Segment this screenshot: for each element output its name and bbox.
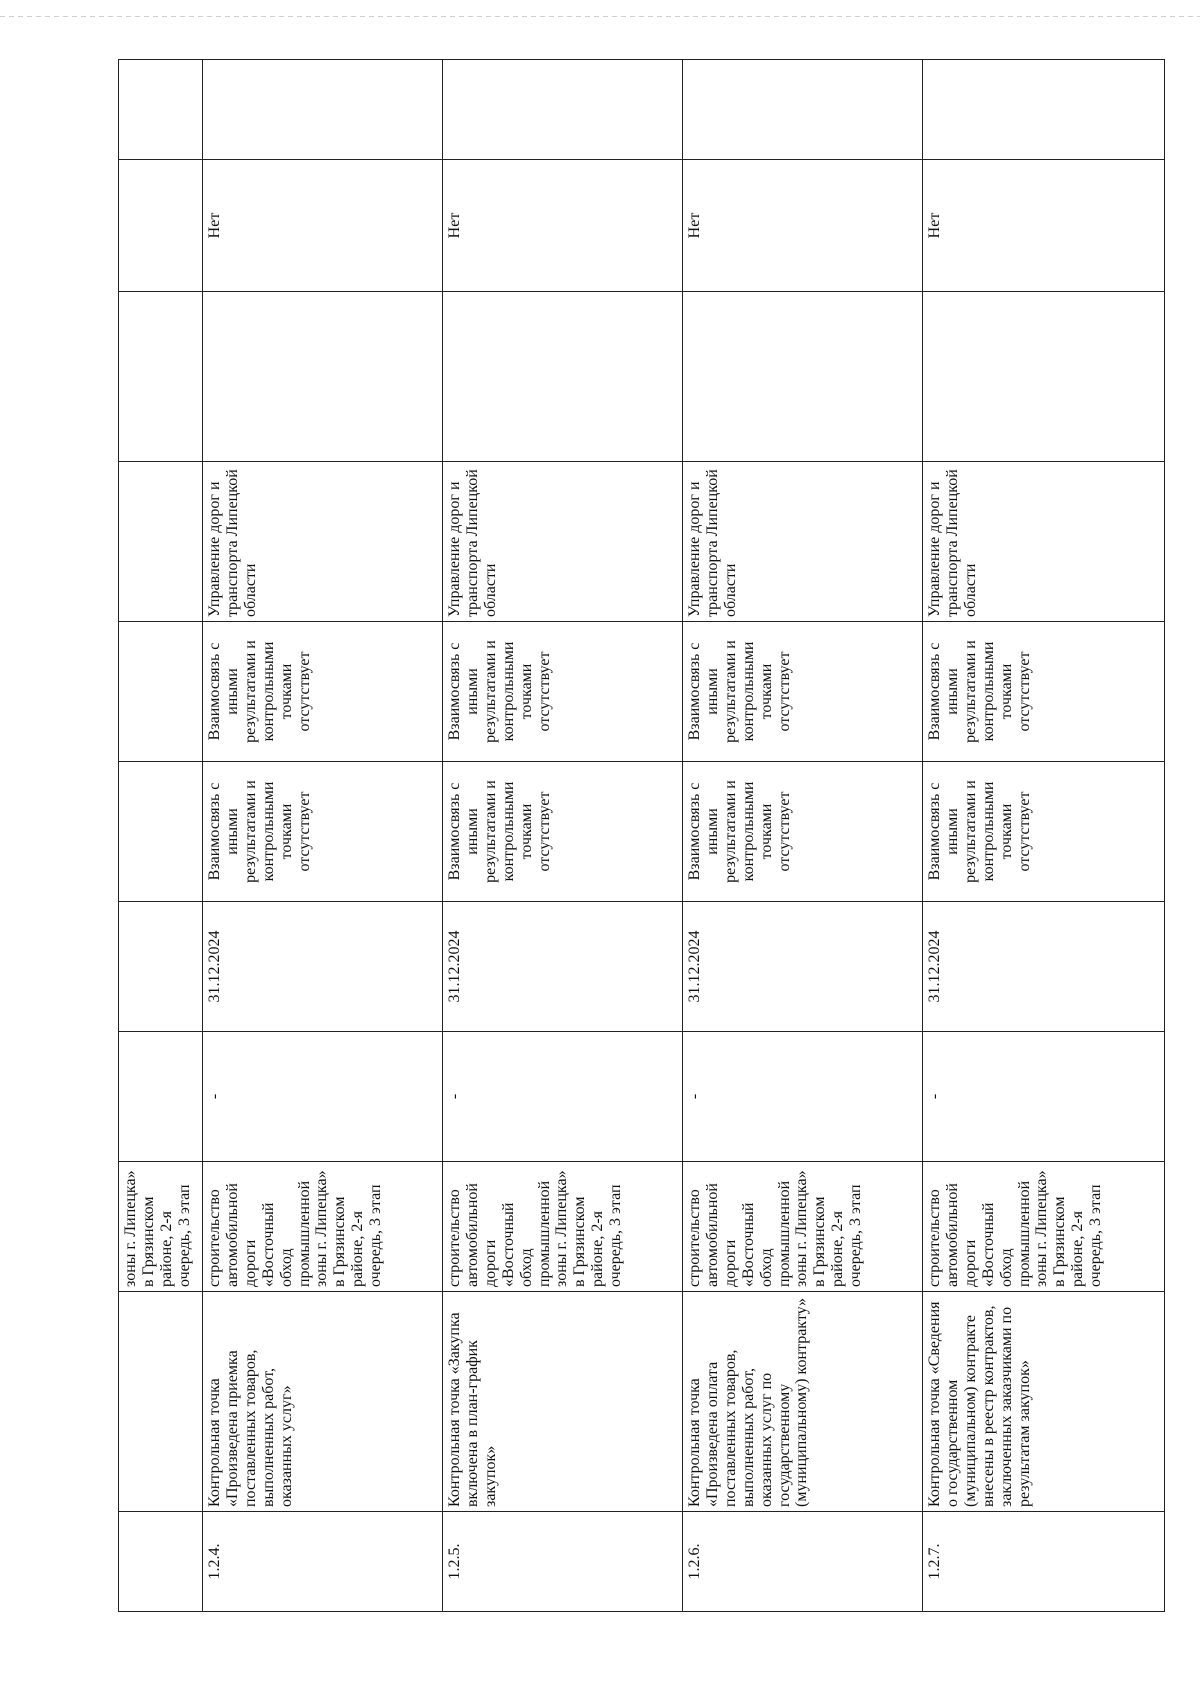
object-line: промышленной <box>775 1180 793 1287</box>
predecessor-link: Взаимосвязь с иными результатами и контрольными точками отсутствует <box>683 762 923 902</box>
control-point-description: Контрольная точка «Произведена приемка поставленных товаров, выполненных работ, оказанных услуг» <box>203 1292 443 1512</box>
object-line: в Грязинском <box>1051 1196 1069 1287</box>
row-number: 1.2.5. <box>443 1512 683 1612</box>
object-line: очередь, 3 этап <box>367 1184 385 1287</box>
start-date: - <box>683 1032 923 1162</box>
row-number: 1.2.6. <box>683 1512 923 1612</box>
scan-edge-line <box>0 16 1200 17</box>
end-date: 31.12.2024 <box>923 902 1165 1032</box>
object-line: зоны г. Липецка» <box>553 1170 571 1287</box>
predecessor-link: Взаимосвязь с иными результатами и контрольными точками отсутствует <box>443 762 683 902</box>
object-line: в Грязинском <box>139 1196 157 1287</box>
start-date: - <box>203 1032 443 1162</box>
object-line: очередь, 3 этап <box>847 1184 865 1287</box>
cell-empty <box>443 292 683 462</box>
info-system-flag: Нет <box>923 160 1165 292</box>
object-lines <box>206 1166 385 1287</box>
cell-empty <box>119 60 203 160</box>
object-line: районе, 2-я <box>349 1210 367 1287</box>
cell-empty <box>119 902 203 1032</box>
object-line: обход <box>997 1248 1015 1287</box>
object-line: «Восточный <box>739 1202 757 1287</box>
object-line: строительство <box>686 1189 703 1287</box>
object-line: очередь, 3 этап <box>175 1184 193 1287</box>
cell-empty <box>923 292 1165 462</box>
control-points-table <box>118 59 1165 1612</box>
object-line: «Восточный <box>979 1202 997 1287</box>
object-lines <box>926 1166 1105 1287</box>
object-line: дороги <box>961 1239 979 1287</box>
cell-empty <box>443 60 683 160</box>
object-cell <box>683 1162 923 1292</box>
cell-empty <box>119 1032 203 1162</box>
cell-empty <box>683 60 923 160</box>
responsible-executor: Управление дорог и транспорта Липецкой области <box>683 462 923 622</box>
object-line: в Грязинском <box>571 1196 589 1287</box>
successor-link: Взаимосвязь с иными результатами и контрольными точками отсутствует <box>683 622 923 762</box>
end-date: 31.12.2024 <box>683 902 923 1032</box>
object-line: строительство <box>446 1189 463 1287</box>
table-row <box>443 60 683 1612</box>
control-point-description: Контрольная точка «Произведена оплата поставленных товаров, выполненных работ, оказанных услуг по государственному (муниципальному) контракту» <box>683 1292 923 1512</box>
end-date: 31.12.2024 <box>203 902 443 1032</box>
continuation-row <box>119 60 203 1612</box>
object-line: автомобильной <box>943 1183 961 1287</box>
object-line: автомобильной <box>703 1183 721 1287</box>
object-line: промышленной <box>295 1180 313 1287</box>
object-line: обход <box>277 1248 295 1287</box>
predecessor-link: Взаимосвязь с иными результатами и контрольными точками отсутствует <box>923 762 1165 902</box>
object-lines <box>686 1166 865 1287</box>
control-point-description: Контрольная точка «Закупка включена в план-график закупок» <box>443 1292 683 1512</box>
object-line: районе, 2-я <box>589 1210 607 1287</box>
start-date: - <box>443 1032 683 1162</box>
info-system-flag: Нет <box>443 160 683 292</box>
object-line: очередь, 3 этап <box>607 1184 625 1287</box>
object-line: в Грязинском <box>811 1196 829 1287</box>
object-line: зоны г. Липецка» <box>122 1170 139 1287</box>
rotated-page <box>118 60 1164 1612</box>
object-line: зоны г. Липецка» <box>1033 1170 1051 1287</box>
continuation-object-lines <box>122 1166 194 1287</box>
object-line: дороги <box>481 1239 499 1287</box>
cell-empty <box>203 60 443 160</box>
cell-empty <box>119 762 203 902</box>
table-row <box>683 60 923 1612</box>
control-point-description: Контрольная точка «Сведения о государственном (муниципальном) контракте внесены в реестр контрактов, заключенных заказчиками по результатам закупок» <box>923 1292 1165 1512</box>
row-number: 1.2.4. <box>203 1512 443 1612</box>
object-line: зоны г. Липецка» <box>313 1170 331 1287</box>
continuation-object-cell <box>119 1162 203 1292</box>
object-line: обход <box>757 1248 775 1287</box>
object-line: промышленной <box>1015 1180 1033 1287</box>
cell-empty <box>119 462 203 622</box>
object-line: промышленной <box>535 1180 553 1287</box>
object-line: строительство <box>206 1189 223 1287</box>
cell-empty <box>203 292 443 462</box>
object-cell <box>923 1162 1165 1292</box>
start-date: - <box>923 1032 1165 1162</box>
object-line: автомобильной <box>463 1183 481 1287</box>
cell-empty <box>923 60 1165 160</box>
object-line: дороги <box>241 1239 259 1287</box>
successor-link: Взаимосвязь с иными результатами и контрольными точками отсутствует <box>203 622 443 762</box>
object-line: дороги <box>721 1239 739 1287</box>
object-line: «Восточный <box>259 1202 277 1287</box>
object-cell <box>443 1162 683 1292</box>
row-number: 1.2.7. <box>923 1512 1165 1612</box>
responsible-executor: Управление дорог и транспорта Липецкой области <box>923 462 1165 622</box>
table-row <box>203 60 443 1612</box>
successor-link: Взаимосвязь с иными результатами и контрольными точками отсутствует <box>443 622 683 762</box>
cell-empty <box>119 622 203 762</box>
info-system-flag: Нет <box>203 160 443 292</box>
responsible-executor: Управление дорог и транспорта Липецкой области <box>443 462 683 622</box>
successor-link: Взаимосвязь с иными результатами и контрольными точками отсутствует <box>923 622 1165 762</box>
object-cell <box>203 1162 443 1292</box>
table-row <box>923 60 1165 1612</box>
cell-empty <box>119 1292 203 1512</box>
object-line: районе, 2-я <box>1069 1210 1087 1287</box>
info-system-flag: Нет <box>683 160 923 292</box>
object-line: «Восточный <box>499 1202 517 1287</box>
object-line: зоны г. Липецка» <box>793 1170 811 1287</box>
object-line: строительство <box>926 1189 943 1287</box>
predecessor-link: Взаимосвязь с иными результатами и контрольными точками отсутствует <box>203 762 443 902</box>
cell-empty <box>119 1512 203 1612</box>
end-date: 31.12.2024 <box>443 902 683 1032</box>
cell-empty <box>119 292 203 462</box>
object-line: в Грязинском <box>331 1196 349 1287</box>
object-line: обход <box>517 1248 535 1287</box>
object-line: очередь, 3 этап <box>1087 1184 1105 1287</box>
object-line: районе, 2-я <box>829 1210 847 1287</box>
cell-empty <box>119 160 203 292</box>
responsible-executor: Управление дорог и транспорта Липецкой области <box>203 462 443 622</box>
object-lines <box>446 1166 625 1287</box>
cell-empty <box>683 292 923 462</box>
object-line: районе, 2-я <box>157 1210 175 1287</box>
object-line: автомобильной <box>223 1183 241 1287</box>
